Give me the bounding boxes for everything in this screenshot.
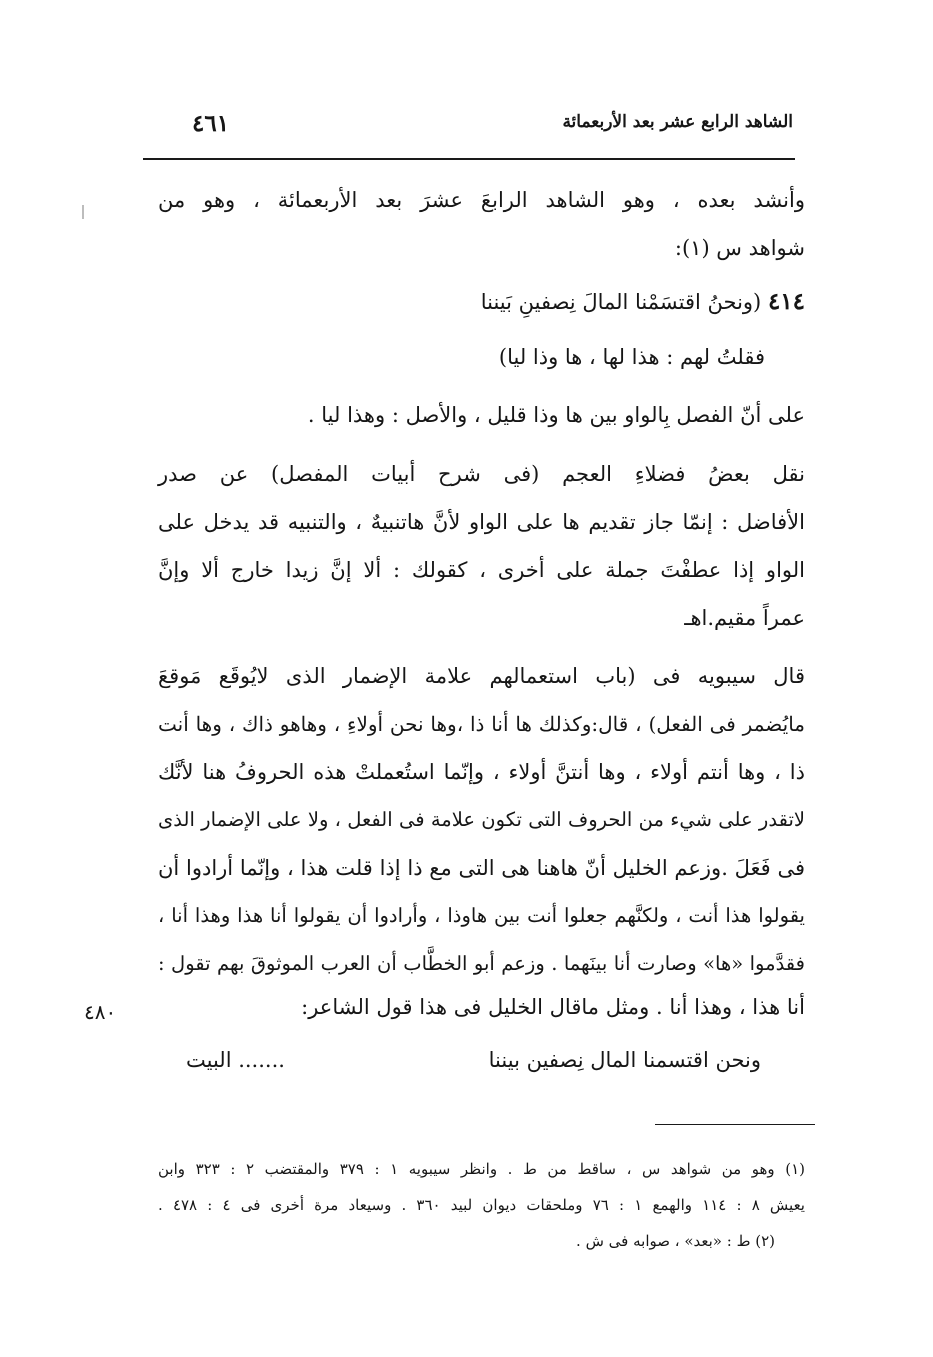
paragraph1-line-1: نقل بعضُ فضلاءِ العجم (فى شرح أبيات المفصل) عن صدر: [158, 462, 805, 486]
paragraph2-line-2: مايُضمر فى الفعل) ، قال:وكذلك ها أنا ذا ،وها نحن أولاءِ ، وهاهو ذاك ، وها أنت: [158, 712, 805, 736]
paragraph2-line-3: ذا ، وها أنتم أولاء ، وها أنتنَّ أولاء ، وإنّما استُعملتْ هذه الحروفُ هنا لأنَّك: [158, 760, 805, 784]
quoted-verse-first-half: ونحن اقتسمنا المال نِصفين بيننا: [488, 1048, 761, 1072]
paragraph2-line-6: يقولوا هذا أنت ، ولكنَّهم جعلوا أنت بين هاوذا ، وأرادوا أن يقولوا أنا هذا وهذا أنا ،: [158, 904, 805, 927]
quoted-verse-ellipsis: ....... البيت: [186, 1048, 285, 1072]
scan-edge-mark: [82, 205, 84, 219]
margin-cross-reference-number: ٤٨٠: [84, 1000, 117, 1024]
paragraph2-line-7: فقدَّموا «ها» وصارت أنا بينَهما . وزعم أبو الخطَّاب أن العرب الموثوقَ بهم تقول :: [158, 952, 805, 975]
running-header-title: الشاهد الرابع عشر بعد الأربعمائة: [562, 112, 793, 132]
paragraph1-line-4: عمراً مقيم.اهـ: [684, 606, 805, 630]
verse-first-hemistich: [481, 288, 805, 315]
paragraph2-line-8: أنا هذا ، وهذا أنا . ومثل ماقال الخليل فى هذا قول الشاعر:: [301, 995, 805, 1019]
paragraph2-line-4: لاتقدر على شيء من الحروف التى تكون علامة فى الفعل ، ولا على الإضمار الذى: [158, 808, 805, 831]
paragraph2-line-1: قال سيبويه فى (باب استعمالهم علامة الإضمار الذى لايُوقَع مَوقعَ: [158, 664, 805, 688]
footnote-1-line-2: يعيش ٨ : ١١٤ والهمع ١ : ٧٦ وملحقات ديوان لبيد ٣٦٠ . وسيعاد مرة أخرى فى ٤ : ٤٧٨ .: [158, 1196, 805, 1214]
footnote-1-line-1: (١) وهو من شواهد س ، ساقط من ط . وانظر سيبويه ١ : ٣٧٩ والمقتضب ٢ : ٣٢٣ وابن: [158, 1160, 806, 1178]
footnote-separator: [655, 1124, 815, 1125]
paragraph1-line-3: الواو إذا عطفْتَ جملة على أخرى ، كقولك : ألا إنَّ زيدا خارج ألا وإنَّ: [158, 558, 805, 582]
paragraph1-line-2: الأفاضل : إنمّا جاز تقديم ها على الواو لأنَّ هاتنبيهٌ ، والتنبيه قد يدخل على: [158, 510, 805, 534]
verse-line-1: (ونحنُ اقتسَمْنا المالَ نِصفينِ بَيننا: [480, 290, 762, 314]
verse-line-2: فقلتُ لهم : هذا لها ، ها وذا ليا): [498, 345, 765, 369]
verse-number: ٤١٤: [767, 288, 805, 315]
page-number: ٤٦١: [192, 110, 230, 137]
intro-line-1: وأنشد بعده ، وهو الشاهد الرابعَ عشرَ بعد الأربعمائة ، وهو من: [158, 188, 805, 212]
header-rule: [143, 158, 795, 160]
paragraph2-line-5: فى فَعَلَ .وزعم الخليل أنّ هاهنا هى التى مع ذا إذا قلت هذا ، وإنّما أرادوا أن: [158, 856, 805, 880]
intro-line-2: شواهد س (١):: [674, 236, 805, 260]
footnote-2: (٢) ط : «بعد» ، صوابه فى ش .: [576, 1232, 775, 1250]
verse-note-line: على أنّ الفصل بِالواو بين ها وذا قليل ، والأصل : وهذا ليا .: [307, 403, 805, 427]
